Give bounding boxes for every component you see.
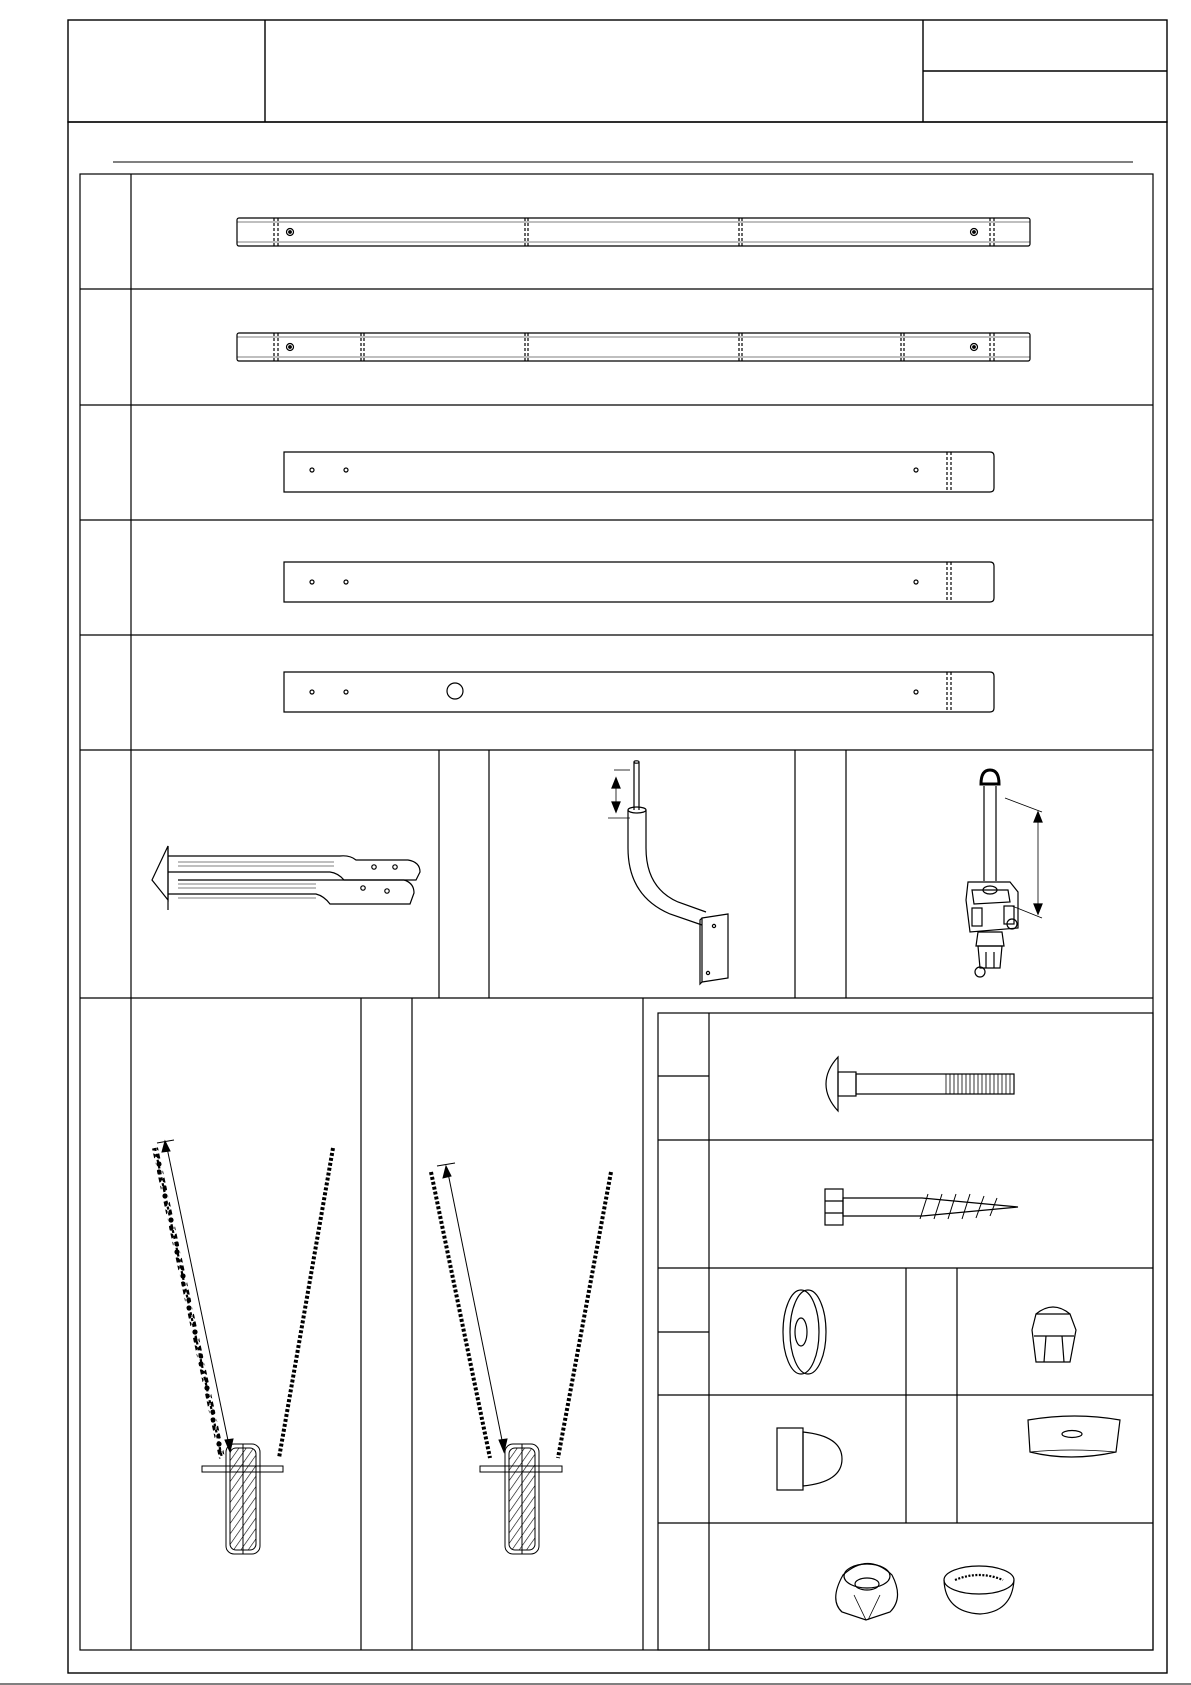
hardware-grid [658, 1013, 1153, 1650]
carriage-bolt-drawing [826, 1057, 1014, 1111]
title-block [68, 20, 1167, 122]
bracket-drawing [152, 846, 420, 910]
swivel-drawing [966, 770, 1042, 977]
cap-set-drawing [836, 1564, 1014, 1621]
tire-swing-short-drawing [431, 1163, 611, 1554]
bumper-drawing [1028, 1416, 1120, 1457]
parts-grid [80, 174, 1153, 1650]
post-drawing-2 [284, 562, 994, 602]
cap-nut-drawing [777, 1428, 842, 1490]
post-drawing-1 [284, 452, 994, 492]
washer-drawing [783, 1290, 826, 1374]
beam-long-drawing-2 [237, 333, 1030, 361]
post-drawing-3 [284, 672, 994, 712]
beam-long-drawing [237, 218, 1030, 246]
tire-swing-long-drawing [155, 1140, 333, 1554]
bent-pipe-drawing [608, 761, 728, 984]
lock-nut-drawing [1032, 1307, 1076, 1362]
lag-screw-drawing [825, 1189, 1018, 1225]
